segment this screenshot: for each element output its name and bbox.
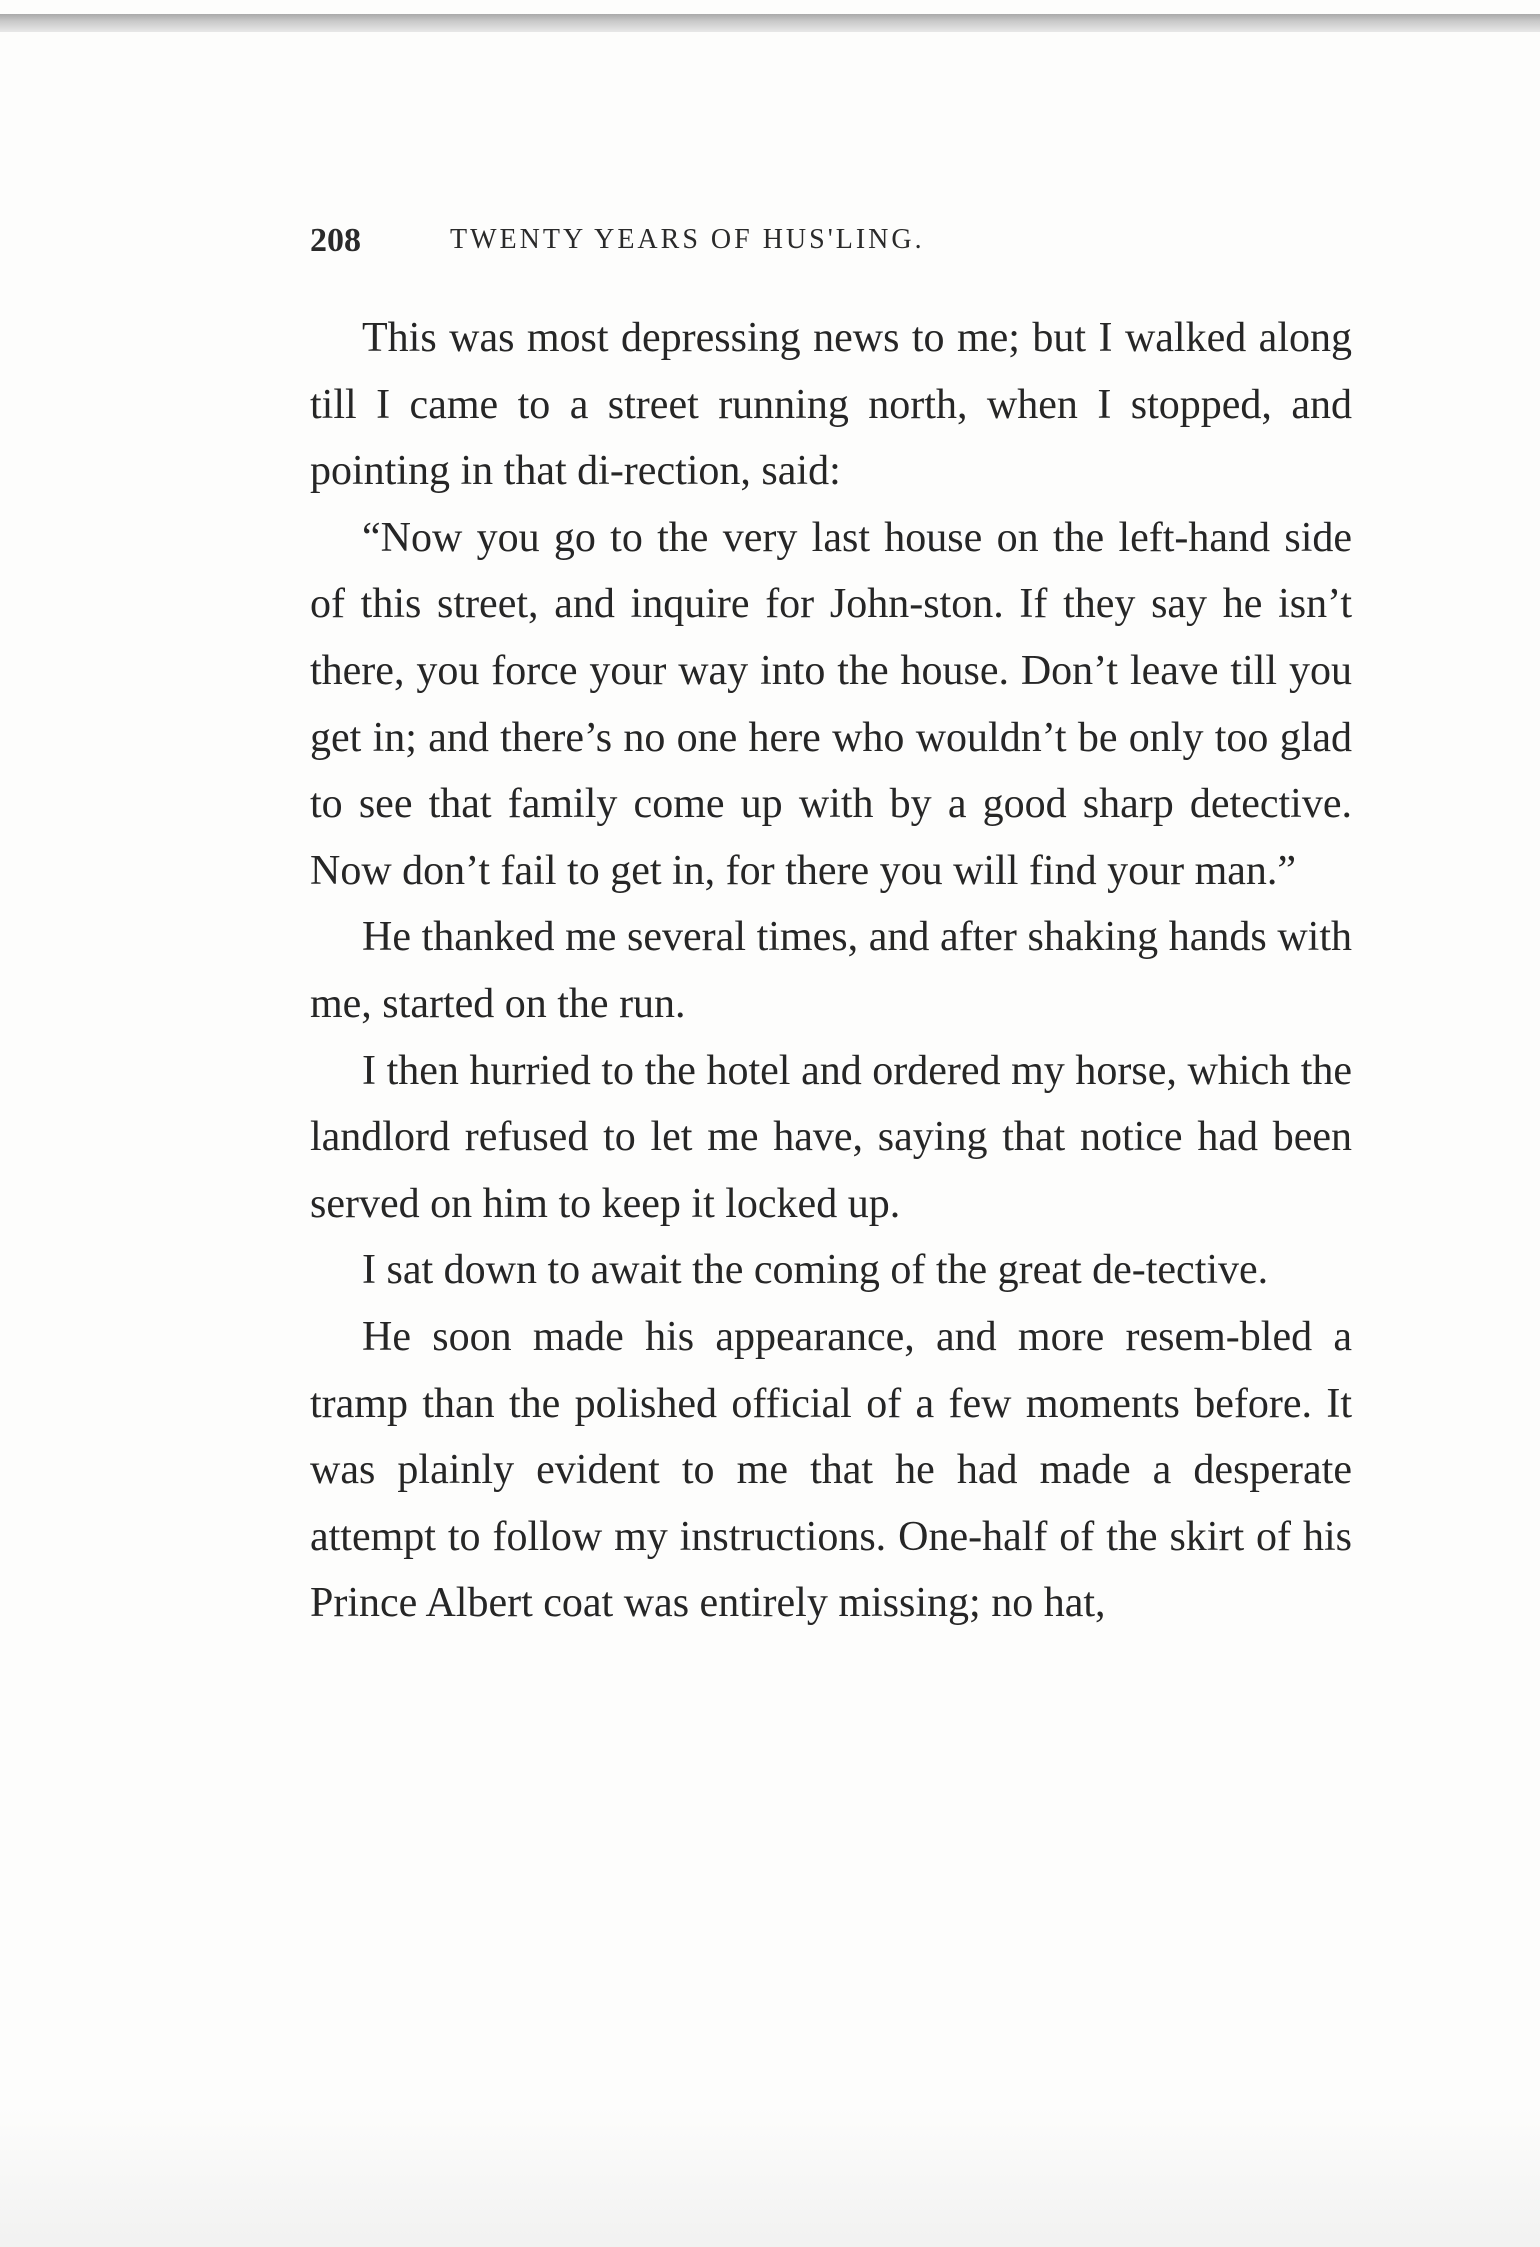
page-bottom-shading xyxy=(0,2107,1540,2247)
paragraph: He soon made his appearance, and more resem-bled a tramp than the polished official of a few moments before. It was plainly evident to me that he had made a desperate attempt to follow my instructions. One-half of the skirt of his Prince Albert coat was entirely missing; no hat, xyxy=(310,1313,1352,1627)
page-number: 208 xyxy=(310,222,361,259)
page-top-edge xyxy=(0,14,1540,32)
paragraph: He thanked me several times, and after shaking hands with me, started on the run. xyxy=(310,914,1352,1027)
paragraph: I then hurried to the hotel and ordered my horse, which the landlord refused to let me have, saying that notice had been served on him to keep it locked up. xyxy=(310,1047,1352,1227)
running-head xyxy=(310,222,1360,272)
paragraph: “Now you go to the very last house on the left-hand side of this street, and inquire for John-ston. If they say he isn’t there, you force your way into the house. Don’t leave till you get in; and there’s no one here who wouldn’t be only too glad to see that family come up with by a good sharp detective. Now don’t fail to get in, for there you will find your man.” xyxy=(310,514,1352,894)
body-text xyxy=(310,305,1352,1637)
paragraph: This was most depressing news to me; but I walked along till I came to a street running north, when I stopped, and pointing in that di-rection, said: xyxy=(310,315,1352,495)
running-title: TWENTY YEARS OF HUS'LING. xyxy=(450,224,925,255)
paragraph: I sat down to await the coming of the great de-tective. xyxy=(362,1247,1269,1294)
